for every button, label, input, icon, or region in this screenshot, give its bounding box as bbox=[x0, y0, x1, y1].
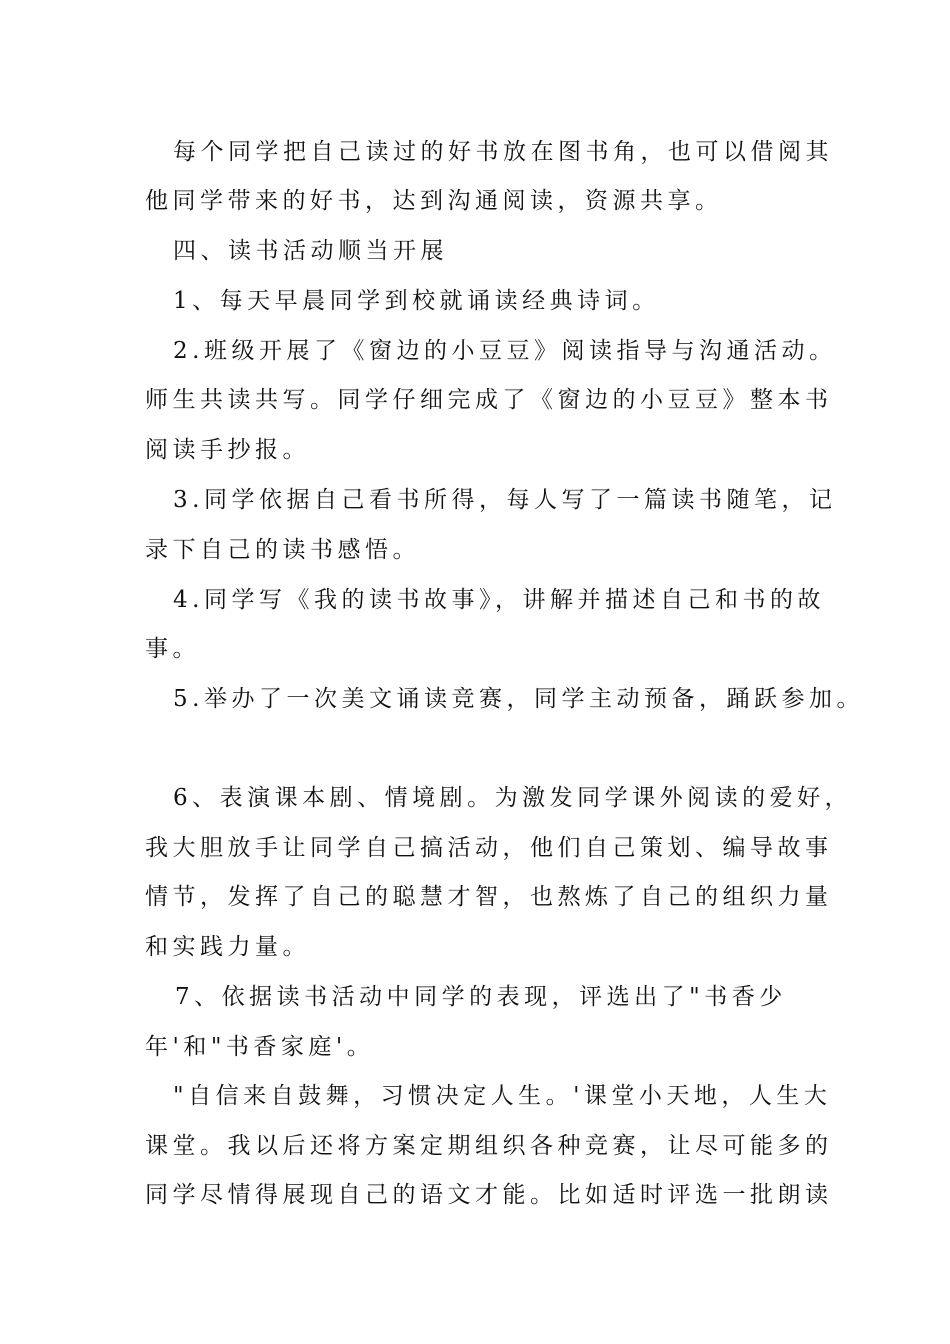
text-line: 3.同学依据自己看书所得，每人写了一篇读书随笔，记 bbox=[173, 487, 837, 513]
text-line: 2.班级开展了《窗边的小豆豆》阅读指导与沟通活动。 bbox=[173, 338, 837, 364]
text-line: 事。 bbox=[145, 636, 200, 662]
text-line: 4.同学写《我的读书故事》，讲解并描述自己和书的故 bbox=[173, 587, 825, 613]
text-line: 年'和"书香家庭'。 bbox=[145, 1034, 375, 1060]
text-line: "自信来自鼓舞，习惯决定人生。'课堂小天地，人生大 bbox=[173, 1083, 832, 1109]
text-line: 同学尽情得展现自己的语文才能。比如适时评选一批朗读 bbox=[145, 1182, 833, 1208]
text-line: 每个同学把自己读过的好书放在图书角，也可以借阅其 bbox=[173, 139, 833, 165]
section-heading: 四、读书活动顺当开展 bbox=[173, 238, 448, 264]
text-line: 他同学带来的好书，达到沟通阅读，资源共享。 bbox=[145, 188, 723, 214]
text-line: 5.举办了一次美文诵读竞赛，同学主动预备，踊跃参加。 bbox=[173, 686, 864, 712]
text-line: 录下自己的读书感悟。 bbox=[145, 537, 420, 563]
text-line: 和实践力量。 bbox=[145, 934, 310, 960]
text-line: 情节，发挥了自己的聪慧才智，也熬炼了自己的组织力量 bbox=[145, 884, 833, 910]
text-line: 师生共读共写。同学仔细完成了《窗边的小豆豆》整本书 bbox=[145, 387, 833, 413]
text-line: 6、表演课本剧、情境剧。为激发同学课外阅读的爱好， bbox=[173, 785, 853, 811]
text-line: 阅读手抄报。 bbox=[145, 437, 310, 463]
text-line: 课堂。我以后还将方案定期组织各种竞赛，让尽可能多的 bbox=[145, 1133, 833, 1159]
text-line: 我大胆放手让同学自己搞活动，他们自己策划、编导故事 bbox=[145, 835, 833, 861]
text-line: 1、每天早晨同学到校就诵读经典诗词。 bbox=[173, 288, 660, 314]
text-line: 7、依据读书活动中同学的表现，评选出了"书香少 bbox=[175, 984, 787, 1010]
